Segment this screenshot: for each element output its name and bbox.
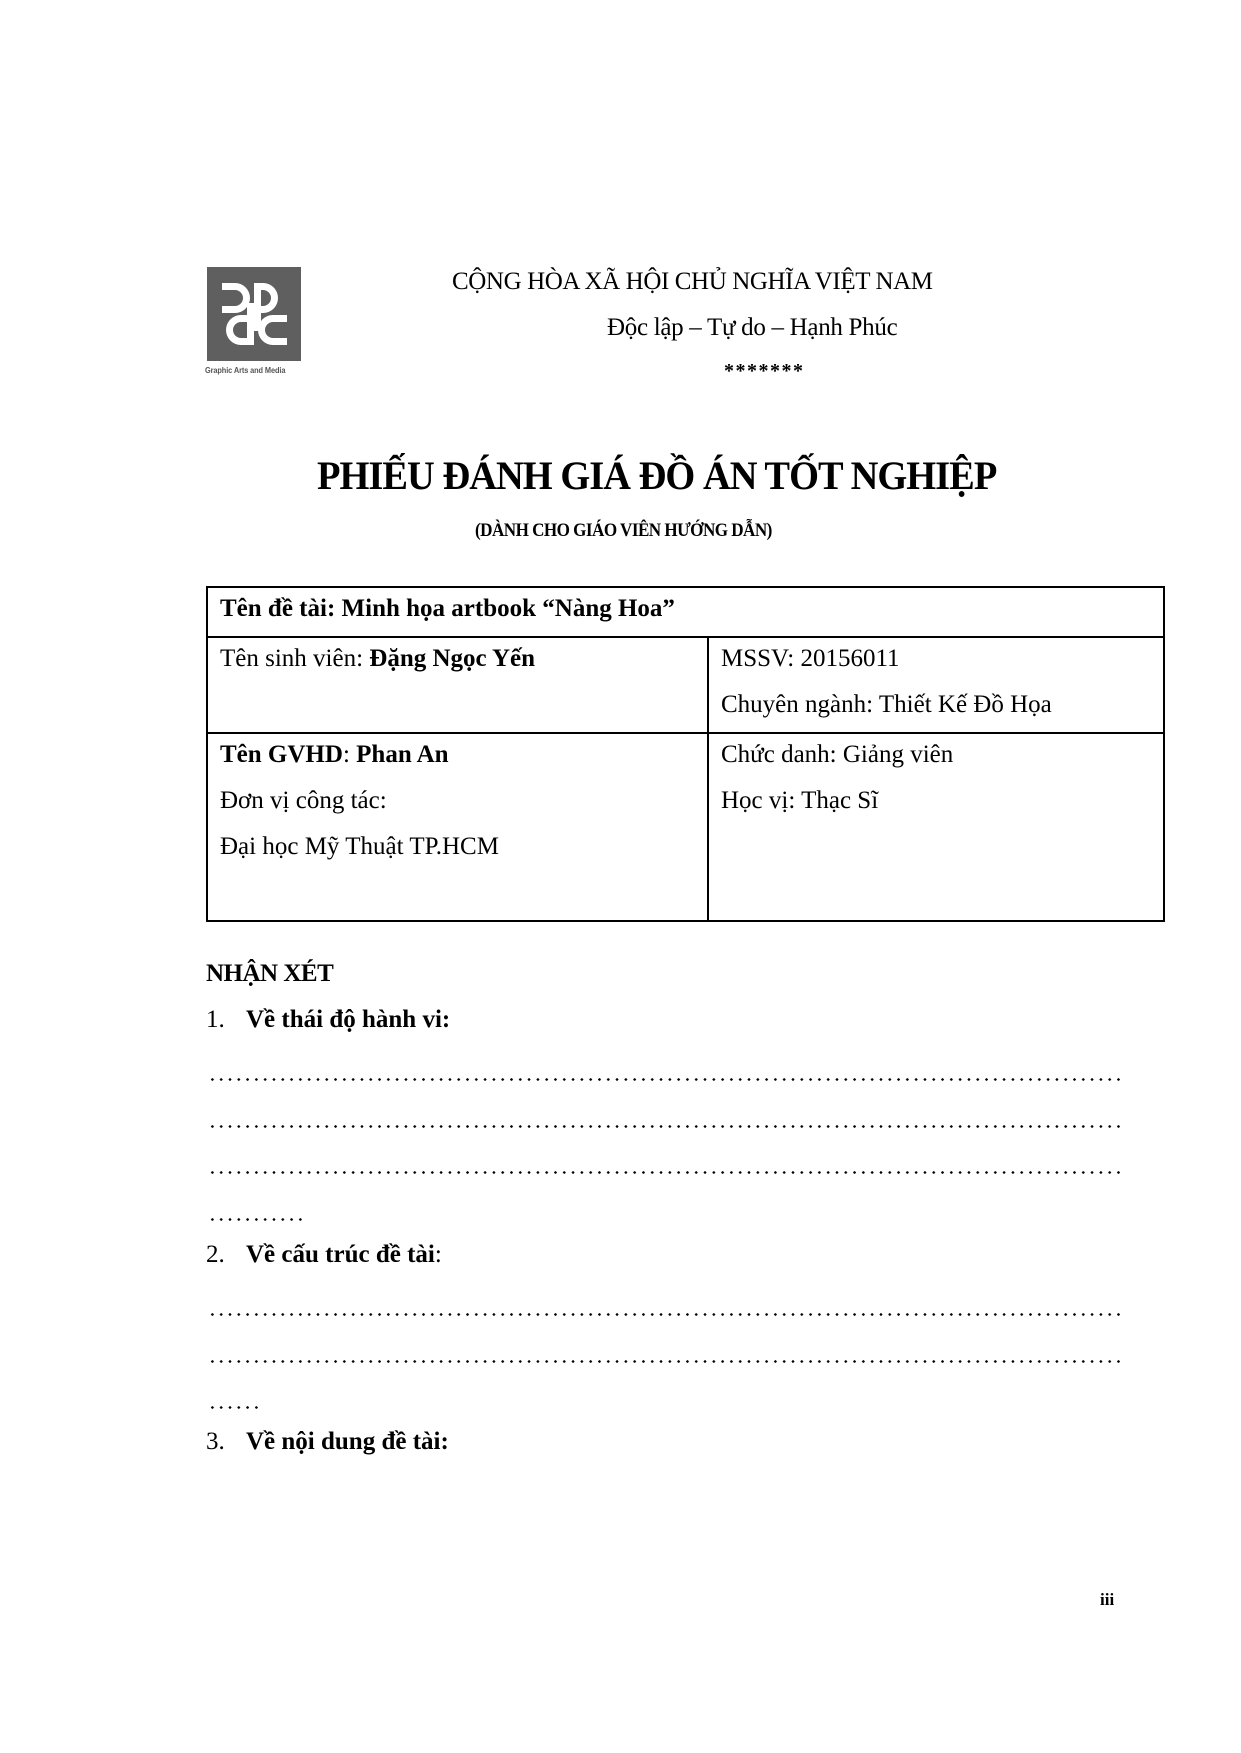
advisor-name: Phan An	[356, 741, 449, 768]
position-label: Chức danh:	[721, 741, 843, 768]
answer-line-1-2[interactable]	[208, 1125, 1120, 1128]
student-id-label: MSSV:	[721, 645, 801, 672]
student-id-value: 20156011	[800, 645, 900, 672]
item-label: Về nội dung đề tài:	[246, 1428, 449, 1455]
student-label: Tên sinh viên:	[220, 645, 370, 672]
item-number: 2.	[206, 1241, 225, 1268]
comment-item-2	[206, 1241, 442, 1269]
page-number: iii	[1100, 1590, 1115, 1609]
national-title: CỘNG HÒA XÃ HỘI CHỦ NGHĨA VIỆT NAM	[452, 268, 933, 295]
answer-line-2-2[interactable]	[208, 1360, 1120, 1363]
answer-line-1-1[interactable]	[208, 1078, 1120, 1081]
table-row-topic	[207, 587, 1164, 637]
logo	[207, 267, 301, 361]
item-number: 1.	[206, 1006, 225, 1033]
answer-line-2-3[interactable]	[208, 1406, 261, 1409]
item-label: Về cấu trúc đề tài	[246, 1241, 435, 1268]
item-suffix: :	[434, 1241, 442, 1268]
position-value: Giảng viên	[842, 741, 954, 768]
graphic-arts-media-logo-icon	[207, 267, 301, 361]
logo-caption: Graphic Arts and Media	[205, 366, 286, 375]
major-value: Thiết Kế Đồ Họa	[878, 691, 1052, 718]
advisor-details-cell	[708, 733, 1164, 921]
table-row-student	[207, 637, 1164, 733]
topic-label: Tên đề tài:	[220, 595, 342, 622]
answer-line-1-3[interactable]	[208, 1171, 1120, 1174]
advisor-label: Tên GVHD	[220, 741, 343, 768]
separator-stars: *******	[724, 360, 805, 382]
degree-label: Học vị:	[721, 787, 802, 814]
page-subtitle: (DÀNH CHO GIÁO VIÊN HƯỚNG DẪN)	[475, 520, 772, 541]
national-motto: Độc lập – Tự do – Hạnh Phúc	[607, 314, 898, 341]
topic-value: Minh họa artbook “Nàng Hoa”	[341, 595, 675, 622]
major-label: Chuyên ngành:	[721, 691, 879, 718]
info-table	[206, 586, 1165, 922]
topic-cell	[207, 587, 1164, 637]
item-label: Về thái độ hành vi:	[246, 1006, 451, 1033]
student-details-cell	[708, 637, 1164, 733]
workplace-label: Đơn vị công tác:	[220, 787, 387, 814]
student-name: Đặng Ngọc Yến	[369, 645, 536, 672]
workplace-value: Đại học Mỹ Thuật TP.HCM	[220, 833, 499, 860]
student-cell	[207, 637, 708, 733]
comment-item-3	[206, 1428, 449, 1456]
answer-line-2-1[interactable]	[208, 1313, 1120, 1316]
table-row-advisor	[207, 733, 1164, 921]
degree-value: Thạc Sĩ	[801, 787, 879, 814]
comment-item-1	[206, 1006, 450, 1034]
advisor-colon: :	[342, 741, 357, 768]
advisor-cell	[207, 733, 708, 921]
item-number: 3.	[206, 1428, 225, 1455]
page-title: PHIẾU ĐÁNH GIÁ ĐỒ ÁN TỐT NGHIỆP	[317, 453, 997, 498]
comments-heading: NHẬN XÉT	[206, 960, 334, 987]
answer-line-1-4[interactable]	[208, 1218, 305, 1221]
